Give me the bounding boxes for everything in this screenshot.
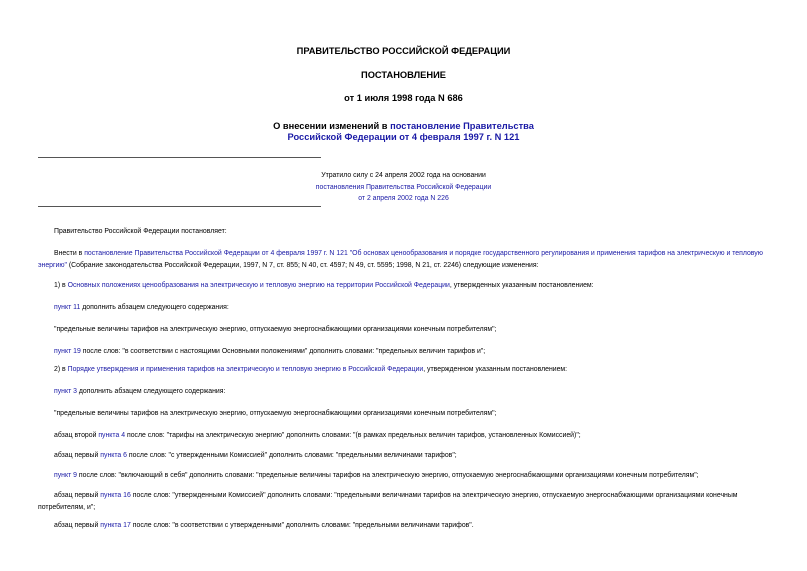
divider-bottom	[38, 206, 321, 207]
paragraph-amendment-intro	[38, 248, 773, 271]
paragraph-text: Внести в	[54, 250, 85, 257]
point-17-link[interactable]: пункта 17	[100, 522, 131, 529]
point-4-link[interactable]: пункта 4	[98, 432, 126, 439]
document-subject	[0, 121, 807, 143]
divider-top	[38, 157, 321, 158]
status-note-text: Утратило силу с 24 апреля 2002 года на основании	[321, 172, 486, 179]
amended-resolution-link-cont[interactable]: Российской Федерации от 4 февраля 1997 г. N 121	[287, 132, 520, 142]
paragraph-text: (Собрание законодательства Российской Федерации, 1997, N 7, ст. 855; N 40, ст. 4597; N 49, ст. 5595; 1998, N 21, ст. 2246) следующие изменения:	[66, 261, 539, 269]
paragraph-text: после слов: "включающий в себя" дополнить словами: "предельные величины тарифов на электрическую энергию, отпускаемую энергоснабжающими организациями конечным потребителям";	[76, 472, 699, 479]
paragraph-point-19	[38, 346, 773, 358]
paragraph-point-3	[38, 386, 773, 398]
point-3-link[interactable]: пункт 3	[54, 388, 77, 395]
point-19-link[interactable]: пункт 19	[54, 348, 81, 355]
paragraph-point-17	[38, 520, 773, 532]
paragraph-text: 1) в	[54, 282, 68, 289]
paragraph-text: абзац первый	[54, 492, 101, 499]
paragraph-item-1	[38, 280, 773, 292]
issuing-authority: ПРАВИТЕЛЬСТВО РОССИЙСКОЙ ФЕДЕРАЦИИ	[296, 46, 511, 56]
paragraph-text: абзац первый	[54, 452, 101, 459]
paragraph-text: после слов: "тарифы на электрическую энергию" дополнить словами: "(в рамках предельных величин тарифов, установленных Комиссией)";	[125, 432, 581, 439]
subject-prefix: О внесении изменений в	[273, 121, 391, 131]
paragraph-text: 2) в	[54, 366, 68, 373]
paragraph-point-9	[38, 470, 773, 482]
pricing-basics-link[interactable]: Основных положениях ценообразования на электрическую и тепловую энергию на территории Российской Федерации	[67, 282, 450, 289]
paragraph-text: после слов: "с утвержденными Комиссией" дополнить словами: "предельными величинами тарифов";	[127, 452, 457, 459]
paragraph-item-2	[38, 364, 773, 376]
paragraph-quote-1: "предельные величины тарифов на электрическую энергию, отпускаемую энергоснабжающими организациями конечным потребителям";	[54, 326, 497, 333]
paragraph-quote-2: "предельные величины тарифов на электрическую энергию, отпускаемую энергоснабжающими организациями конечным потребителям";	[54, 410, 497, 417]
paragraph-text: дополнить абзацем следующего содержания:	[80, 304, 229, 311]
repealing-resolution-link-cont[interactable]: от 2 апреля 2002 года N 226	[358, 195, 449, 202]
paragraph-point-4	[38, 430, 773, 442]
paragraph-preamble: Правительство Российской Федерации постановляет:	[54, 228, 227, 235]
paragraph-point-6	[38, 450, 773, 462]
point-11-link[interactable]: пункт 11	[54, 304, 81, 311]
status-note	[0, 170, 807, 205]
repealing-resolution-link[interactable]: постановления Правительства Российской Федерации	[315, 183, 492, 191]
paragraph-point-16	[38, 490, 773, 513]
paragraph-text: после слов: "в соответствии с утвержденными" дополнить словами: "предельными величинами тарифов".	[130, 522, 474, 529]
paragraph-text: после слов: "в соответствии с настоящими Основными положениями" дополнить словами: "предельных величин тарифов и";	[80, 348, 486, 355]
paragraph-text: , утвержденном указанным постановлением:	[423, 366, 568, 373]
paragraph-text: после слов: "утвержденными Комиссией" дополнить словами: "предельными величинами тарифов на электрическую энергию, отпускаемую энергоснабжающими организациями конечным потребителям, и";	[38, 492, 738, 511]
paragraph-text: , утвержденных указанным постановлением:	[449, 282, 594, 289]
document-type: ПОСТАНОВЛЕНИЕ	[361, 70, 446, 80]
paragraph-point-11	[38, 302, 773, 314]
point-16-link[interactable]: пункта 16	[100, 492, 131, 499]
paragraph-text: абзац первый	[54, 522, 101, 529]
paragraph-text: дополнить абзацем следующего содержания:	[76, 388, 226, 395]
point-9-link[interactable]: пункт 9	[54, 472, 77, 479]
tariff-procedure-link[interactable]: Порядке утверждения и применения тарифов на электрическую и тепловую энергию в Российской Федерации	[67, 366, 424, 373]
resolution-121-link[interactable]: постановление Правительства Российской Федерации от 4 февраля 1997 г. N 121 "Об основах ценообразования и порядке государственного регулирования и применения тарифов на электрическую и тепловую энергию"	[38, 250, 763, 269]
amended-resolution-link[interactable]: постановление Правительства	[390, 121, 534, 131]
document-date-number: от 1 июля 1998 года N 686	[344, 93, 463, 103]
point-6-link[interactable]: пункта 6	[100, 452, 127, 459]
paragraph-text: абзац второй	[54, 432, 99, 439]
